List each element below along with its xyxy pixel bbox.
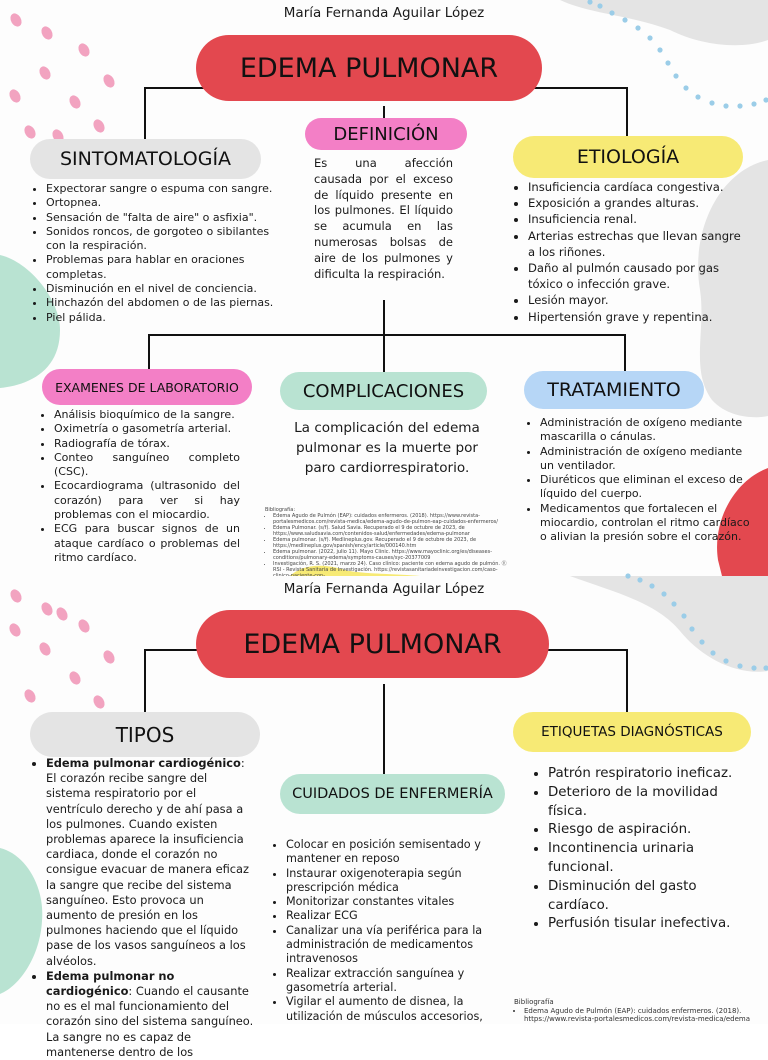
sintomatologia-title: SINTOMATOLOGÍA <box>30 139 261 179</box>
connector-line <box>626 650 628 712</box>
connector-line <box>144 88 146 146</box>
tipos-list <box>32 756 254 1060</box>
list-item: • Perfusión tisular inefectiva. <box>548 915 756 934</box>
list-item: • Lesión mayor. <box>528 292 746 308</box>
infographic-page-2 <box>0 576 768 1059</box>
definicion-title: DEFINICIÓN <box>305 118 467 150</box>
main-title: EDEMA PULMONAR <box>196 610 549 678</box>
list-item: • Instaurar oxigenoterapia según prescripción médica <box>286 867 494 896</box>
bibliografia-item: • Edema Agudo de Pulmón (EAP): cuidados enfermeros. (2018). https://www.revista-portalesmedicos.com/revista-medica/edema-agudo-de-pulmon-eap-cuidados-enfermeros/ <box>273 513 515 525</box>
etiquetas-title: ETIQUETAS DIAGNÓSTICAS <box>513 712 751 752</box>
list-item: • Sonidos roncos, de gorgoteo o sibilantes con la respiración. <box>46 225 282 254</box>
list-item: • Realizar extracción sanguínea y gasometría arterial. <box>286 967 494 996</box>
connector-line <box>144 649 204 651</box>
list-item: • Piel pálida. <box>46 311 282 325</box>
list-item: • Radiografía de tórax. <box>54 437 240 451</box>
list-item: • Colocar en posición semisentado y mantener en reposo <box>286 838 494 867</box>
list-item: • Diuréticos que eliminan el exceso de líquido del cuerpo. <box>540 473 752 502</box>
connector-line <box>626 88 628 138</box>
list-item: • Administración de oxígeno mediante mascarilla o cánulas. <box>540 416 752 445</box>
list-item: • Patrón respiratorio ineficaz. <box>548 765 756 784</box>
connector-line <box>144 87 204 89</box>
list-item: • ECG para buscar signos de un ataque cardíaco o problemas del ritmo cardíaco. <box>54 522 240 565</box>
author-name: María Fernanda Aguilar López <box>283 581 485 597</box>
list-item: • Daño al pulmón causado por gas tóxico o infección grave. <box>528 260 746 292</box>
list-item: • Expectorar sangre o espuma con sangre. <box>46 182 282 196</box>
bibliografia <box>265 507 515 575</box>
connector-line <box>624 334 626 372</box>
bibliografia-item: • Edema Pulmonar. (s/f). Salud Savia. Recuperado el 9 de octubre de 2023, de https://www.saludsavia.com/contenidos-salud/enfermedades/edema-pulmonar <box>273 525 515 537</box>
tipos-title: TIPOS <box>30 712 260 757</box>
connector-line <box>383 684 385 774</box>
bibliografia-item: • Investigación, R. S. (2021, marzo 24). Caso clínico: paciente con edema agudo de pulmón. Ⓡ RSI - Revista Sanitaria de Investigación. https://revistasanitariadeinvestigacion.com/caso- <box>273 561 515 579</box>
complicaciones-title: COMPLICACIONES <box>280 372 487 410</box>
bibliografia <box>514 998 764 1024</box>
list-item: • Medicamentos que fortalecen el miocardio, controlan el ritmo cardíaco o alivian la presión sobre el corazón. <box>540 502 752 545</box>
list-item: • Disminución del gasto cardíaco. <box>548 878 756 916</box>
tipo-name: Edema pulmonar no cardiogénico <box>46 968 175 999</box>
definicion-text: Es una afección causada por el exceso de líquido presente en los pulmones. El líquido se acumula en las numerosas bolsas de aire de los pulmones y dificulta la respiración. <box>314 156 453 281</box>
sintomatologia-list <box>32 182 282 325</box>
list-item <box>46 756 254 969</box>
list-item: • Sensación de "falta de aire" o asfixia". <box>46 211 282 225</box>
bibliografia-item: • Edema pulmonar. (s/f). Medlineplus.gov. Recuperado el 9 de octubre de 2023, de https://medlineplus.gov/spanish/ency/article/000140.htm <box>273 537 515 549</box>
author-name: María Fernanda Aguilar López <box>283 5 485 21</box>
tratamiento-title: TRATAMIENTO <box>524 371 704 409</box>
list-item: • Exposición a grandes alturas. <box>528 195 746 211</box>
etiologia-title: ETIOLOGÍA <box>513 136 743 178</box>
cuidados-list <box>272 838 494 1024</box>
examenes-list <box>40 408 240 565</box>
etiologia-list <box>514 179 746 325</box>
list-item: • Análisis bioquímico de la sangre. <box>54 408 240 422</box>
list-item: • Hinchazón del abdomen o de las piernas. <box>46 296 282 310</box>
main-title: EDEMA PULMONAR <box>196 35 542 101</box>
tratamiento-list <box>526 416 752 545</box>
list-item: • Insuficiencia cardíaca congestiva. <box>528 179 746 195</box>
list-item: • Oximetría o gasometría arterial. <box>54 422 240 436</box>
list-item: • Disminución en el nivel de conciencia. <box>46 282 282 296</box>
etiquetas-list <box>534 765 756 934</box>
list-item: • Problemas para hablar en oraciones completas. <box>46 253 282 282</box>
connector-line <box>520 87 628 89</box>
list-item: • Incontinencia urinaria funcional. <box>548 840 756 878</box>
list-item: • Arterias estrechas que llevan sangre a los riñones. <box>528 228 746 260</box>
complicaciones-text: La complicación del edema pulmonar es la muerte por paro cardiorrespiratorio. <box>294 420 480 476</box>
connector-line <box>148 334 150 372</box>
tipo-description: : El corazón recibe sangre del sistema respiratorio por el ventrículo derecho y de ahí pasa a los pulmones. Cuando existen problemas aparece la insuficiencia cardiaca, donde el corazón no consigue evacuar de manera eficaz la sangre que recibe del sistema sanguíneo. Esto provoca un aumento de presión en los pulmones haciendo que el líquido pase de los vasos sanguíneos a los alvéolos. <box>46 756 249 968</box>
connector-line <box>383 300 385 372</box>
bibliografia-title: Bibliografía: <box>265 507 296 513</box>
pink-dots-decoration <box>7 587 117 710</box>
list-item: • Ortopnea. <box>46 196 282 210</box>
list-item: • Riesgo de aspiración. <box>548 821 756 840</box>
bibliografia-item: • Edema pulmonar. (2022, julio 11). Mayo Clinic. https://www.mayoclinic.org/es/diseases-conditions/pulmonary-edema/symptoms-causes/syc-20377009 <box>273 549 515 561</box>
bibliografia-title: Bibliografía <box>514 998 554 1006</box>
examenes-title: EXAMENES DE LABORATORIO <box>42 369 252 405</box>
list-item: • Monitorizar constantes vitales <box>286 895 494 909</box>
pink-dots-decoration <box>7 11 117 144</box>
list-item: • Ecocardiograma (ultrasonido del corazón) para ver si hay problemas con el miocardio. <box>54 479 240 522</box>
list-item: • Administración de oxígeno mediante un ventilador. <box>540 445 752 474</box>
list-item: • Deterioro de la movilidad física. <box>548 784 756 822</box>
cuidados-title: CUIDADOS DE ENFERMERÍA <box>280 774 505 814</box>
list-item: • Hipertensión grave y repentina. <box>528 309 746 325</box>
list-item <box>46 969 254 1060</box>
list-item: • Conteo sanguíneo completo (CSC). <box>54 451 240 480</box>
list-item: • Insuficiencia renal. <box>528 211 746 227</box>
tipo-description: : Cuando el causante no es el mal funcionamiento del corazón sino del sistema sanguíneo. La sangre no es capaz de mantenerse dentro de los <box>46 984 254 1059</box>
list-item: • Realizar ECG <box>286 909 494 923</box>
list-item: • Canalizar una vía periférica para la administración de medicamentos intravenosos <box>286 924 494 967</box>
tipo-name: Edema pulmonar cardiogénico <box>46 756 241 770</box>
connector-line <box>148 334 626 336</box>
list-item: • Vigilar el aumento de disnea, la utilización de músculos accesorios, <box>286 995 494 1024</box>
connector-line <box>144 650 146 712</box>
bibliografia-item: • Edema Agudo de Pulmón (EAP): cuidados enfermeros. (2018). https://www.revista-portalesmedicos.com/revista-medica/edema <box>524 1007 764 1024</box>
